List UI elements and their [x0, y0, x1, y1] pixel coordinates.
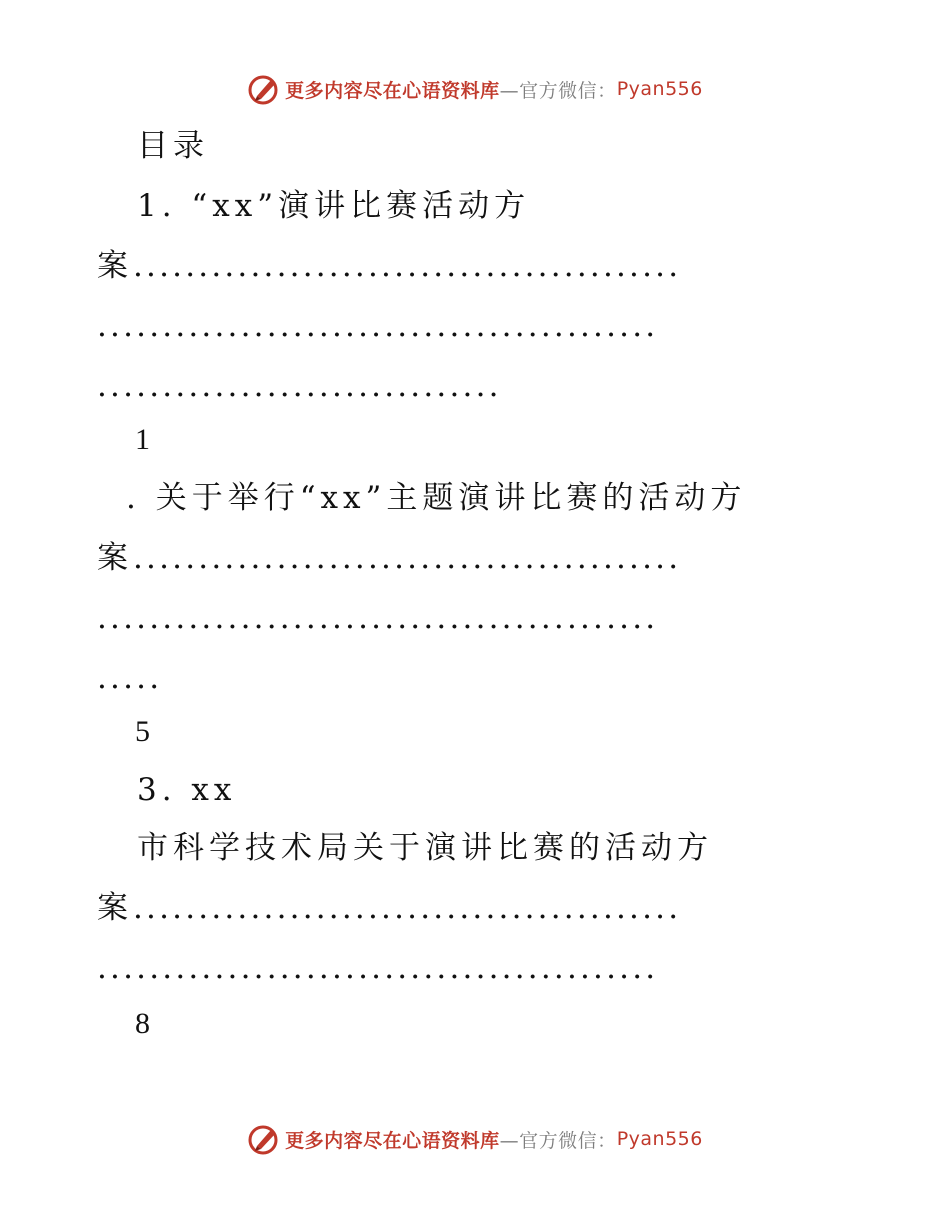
header-banner — [0, 72, 950, 106]
toc-dots: ........................................... — [97, 308, 659, 344]
toc-entry-1-lead: 案 — [97, 248, 133, 284]
toc-entry-3-leader-2 — [97, 948, 842, 988]
toc-dots: .......................................... — [133, 248, 682, 284]
toc-dots: ........................................... — [97, 600, 659, 636]
toc-entry-1-page: 1 — [135, 423, 155, 456]
toc-entry-2-heading[interactable]: . 关于举行“xx”主题演讲比赛的活动方 — [126, 480, 747, 516]
toc-entry-2-lead: 案 — [97, 540, 133, 576]
banner-wechat-label: —官方微信： — [499, 79, 617, 102]
toc-title: 目录 — [137, 128, 209, 164]
toc-entry-3-heading-b[interactable]: 市科学技术局关于演讲比赛的活动方 — [137, 830, 713, 866]
toc-dots: .......................................... — [133, 540, 682, 576]
toc-dots: .......................................... — [133, 890, 682, 926]
toc-entry-2-leader-3 — [97, 658, 842, 698]
toc-entry-3-page: 8 — [135, 1007, 155, 1040]
pen-logo-icon — [247, 1122, 281, 1156]
toc-entry-2-leader-2 — [97, 598, 842, 638]
toc-dots: ............................... — [97, 368, 502, 404]
banner-title: 更多内容尽在心语资料库 — [285, 79, 500, 102]
toc-entry-2-leader-1 — [97, 538, 842, 578]
toc-dots: ........................................... — [97, 950, 659, 986]
pen-logo-icon — [247, 72, 281, 106]
toc-entry-1-leader-2 — [97, 306, 842, 346]
banner-wechat-label: —官方微信： — [499, 1129, 617, 1152]
banner-wechat-id: Pyan556 — [616, 1128, 703, 1150]
toc-entry-3-leader-1 — [97, 888, 842, 928]
banner-wechat-id: Pyan556 — [616, 78, 703, 100]
toc-entry-1-heading[interactable]: 1. “xx”演讲比赛活动方 — [137, 188, 531, 224]
toc-entry-3-heading-a[interactable]: 3. xx — [137, 772, 237, 808]
toc-entry-1-leader-1 — [97, 246, 842, 286]
toc-dots: ..... — [97, 660, 163, 696]
toc-entry-3-lead: 案 — [97, 890, 133, 926]
footer-banner — [0, 1122, 950, 1156]
toc-entry-1-leader-3 — [97, 366, 842, 406]
toc-entry-2-page: 5 — [135, 715, 155, 748]
banner-title: 更多内容尽在心语资料库 — [285, 1129, 500, 1152]
